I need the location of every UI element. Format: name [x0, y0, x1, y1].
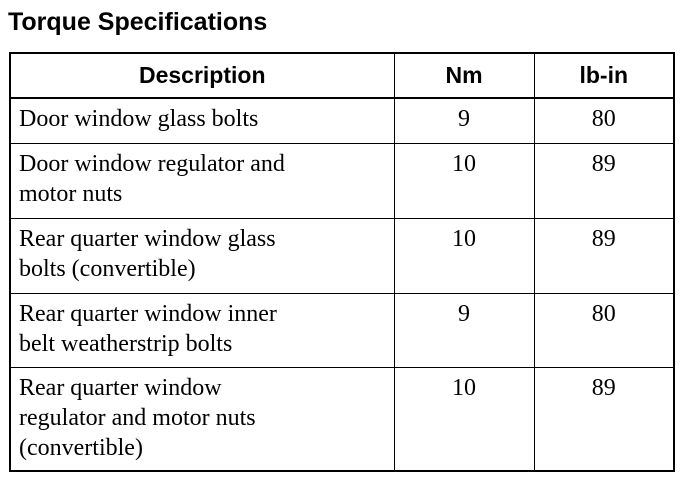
lb-in-cell: 80: [534, 98, 674, 143]
nm-cell: 9: [394, 293, 534, 367]
nm-cell: 10: [394, 367, 534, 471]
lb-in-cell: 80: [534, 293, 674, 367]
lb-in-cell: 89: [534, 143, 674, 218]
table-header-row: [10, 53, 674, 98]
table-row: [10, 293, 674, 367]
nm-cell: 10: [394, 218, 534, 293]
description-cell: [10, 293, 394, 367]
description-cell: [10, 98, 394, 143]
torque-specifications-table: [9, 52, 675, 472]
description-text: Rear quarter window regulator and motor nuts (convertible): [19, 374, 256, 461]
column-header-nm: Nm: [394, 53, 534, 98]
column-header-description: Description: [10, 53, 394, 98]
description-cell: [10, 367, 394, 471]
table-row: [10, 143, 674, 218]
description-cell: [10, 143, 394, 218]
table-row: [10, 367, 674, 471]
description-text: Rear quarter window inner belt weatherstrip bolts: [19, 300, 277, 357]
page-title: Torque Specifications: [8, 8, 268, 36]
column-header-lb-in: lb-in: [534, 53, 674, 98]
table-row: [10, 218, 674, 293]
description-cell: [10, 218, 394, 293]
description-text: Door window regulator and motor nuts: [19, 150, 285, 207]
description-text: Rear quarter window glass bolts (convertible): [19, 225, 276, 282]
nm-cell: 9: [394, 98, 534, 143]
lb-in-cell: 89: [534, 218, 674, 293]
nm-cell: 10: [394, 143, 534, 218]
table-row: [10, 98, 674, 143]
lb-in-cell: 89: [534, 367, 674, 471]
description-text: Door window glass bolts: [19, 106, 259, 132]
